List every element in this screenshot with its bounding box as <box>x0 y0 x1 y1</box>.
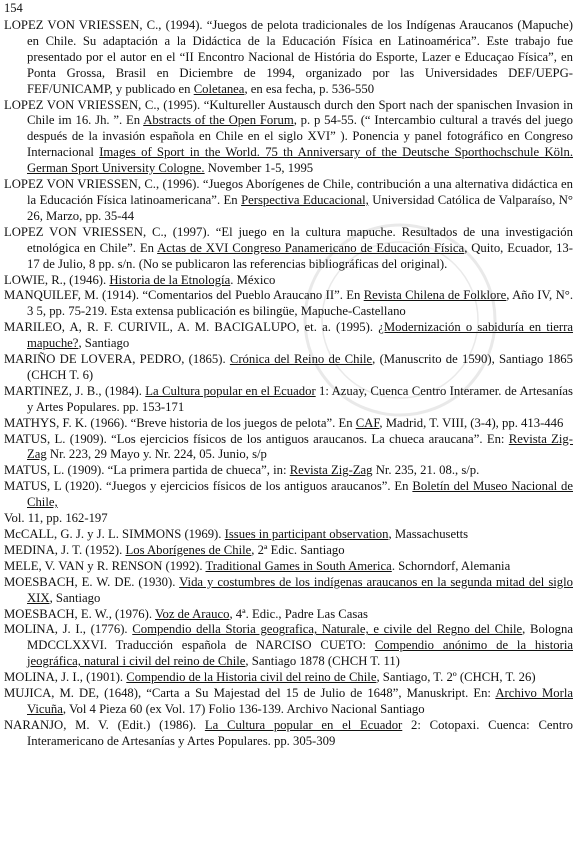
entry-title-underlined: Revista Chilena de Folklore <box>363 288 507 303</box>
bibliography-list <box>4 18 573 750</box>
bibliography-entry <box>4 352 573 384</box>
entry-title-underlined: Compendio della Storia geografica, Naturale, e civile del Regno del Chile <box>132 622 523 637</box>
entry-text: , Año IV, N°. 3 5, pp. 75-219. Esta extensa publicación es bilingüe, Mapuche-Castellano <box>27 288 573 319</box>
entry-text: Nr. 235, 21. 08., s/p. <box>372 463 480 478</box>
page-number: 154 <box>4 1 23 15</box>
entry-text: MELE, V. VAN y R. RENSON (1992). <box>4 558 206 573</box>
bibliography-entry <box>4 416 573 432</box>
bibliography-entry <box>4 288 573 320</box>
entry-text: November 1-5, 1995 <box>204 161 314 176</box>
bibliography-entry <box>4 320 573 352</box>
entry-text: . Schorndorf, Alemania <box>391 558 511 573</box>
entry-title-underlined: Boletín del Museo Nacional de Chile, <box>27 479 573 510</box>
entry-title-underlined: Revista Zig-Zag <box>289 463 373 478</box>
bibliography-entry <box>4 177 573 225</box>
entry-text: Nr. 223, 29 Mayo y. Nr. 224, 05. Junio, s/p <box>46 447 267 462</box>
entry-text: , 2ª Edic. Santiago <box>251 542 345 557</box>
entry-title-underlined: Traditional Games in South America <box>205 558 392 573</box>
bibliography-entry <box>4 98 573 178</box>
entry-text: , Santiago 1878 (CHCH T. 11) <box>245 654 400 669</box>
entry-text: , Santiago <box>49 590 101 605</box>
entry-text: MOLINA, J. I., (1901). <box>4 670 127 685</box>
entry-text: MATUS, L (1920). “Juegos y ejercicios físicos de los antiguos araucanos”. En <box>4 479 413 494</box>
entry-title-underlined: Archivo Morla Vicuña <box>27 686 573 716</box>
entry-title-underlined: CAF <box>355 415 380 430</box>
entry-title-underlined: Crónica del Reino de Chile <box>229 352 373 367</box>
entry-text: LOPEZ VON VRIESSEN, C., (1996). “Juegos Aborígenes de Chile, contribución a una alternativa didáctica en la Educación Física latinoamericana”. En <box>4 177 573 207</box>
bibliography-entry <box>4 575 573 607</box>
entry-title-underlined: Vida y costumbres de los indígenas araucanos en la segunda mitad del siglo XIX <box>27 574 573 605</box>
entry-title-underlined: Images of Sport in the World. 75 th Anniversary of the Deutsche Sporthochschule Köln. German Sport University Cologne. <box>27 145 573 176</box>
entry-title-underlined: Issues in participant observation <box>224 527 389 541</box>
entry-text: MOESBACH, E. W., (1976). <box>4 606 155 621</box>
entry-text: MATHYS, F. K. (1966). “Breve historia de los juegos de pelota”. En <box>4 415 356 430</box>
entry-title-underlined: Abstracts of the Open Forum <box>143 113 294 128</box>
entry-title-underlined: La Cultura popular en el Ecuador <box>204 717 403 732</box>
entry-text: Universidad Católica de Valparaíso, N° 26, Marzo, pp. 35-44 <box>27 192 573 223</box>
entry-text: 2: Cotopaxi. Cuenca: Centro Interamericano de Artesanías y Artes Populares. pp. 305-309 <box>27 717 573 748</box>
bibliography-entry <box>4 686 573 718</box>
entry-text: , en esa fecha, p. 536-550 <box>244 81 375 96</box>
entry-text: , 4ª. Edic., Padre Las Casas <box>229 606 368 621</box>
entry-text: NARANJO, M. V. (Edit.) (1986). <box>4 717 205 732</box>
bibliography-entry <box>4 384 573 416</box>
entry-text: , p. p 54-55. (“ Intercambio cultural a través del juego después de la invasión española en Chile en el siglo XVI” ). Ponencia y panel fotográfico en Congreso Internacional <box>27 113 574 160</box>
entry-text: MOLINA, J. I., (1776). <box>4 622 133 637</box>
bibliography-entry <box>4 607 573 623</box>
entry-text: LOPEZ VON VRIESSEN, C., (1997). “El juego en la cultura mapuche. Resultados de una investigación etnológica en Chile”. En <box>4 224 573 255</box>
entry-title-underlined: Historia de la Etnología <box>109 272 231 287</box>
bibliography-entry <box>4 559 573 575</box>
entry-text: MOESBACH, E. W. DE. (1930). <box>4 574 180 589</box>
entry-text: . México <box>230 272 276 287</box>
bibliography-entry <box>4 543 573 559</box>
entry-text: , Santiago, T. 2º (CHCH, T. 26) <box>376 670 536 685</box>
entry-title-underlined: Compendio anónimo de la historia jeográfica, natural i civil del reino de Chile <box>27 638 573 669</box>
entry-text: MARIÑO DE LOVERA, PEDRO, (1865). <box>4 352 230 367</box>
entry-title-underlined: ¿Modernización o sabiduría en tierra mapuche? <box>27 320 573 351</box>
entry-title-underlined: Voz de Arauco <box>154 606 230 621</box>
entry-text: LOPEZ VON VRIESSEN, C., (1994). “Juegos de pelota tradicionales de los Indígenas Araucanos (Mapuche) en Chile. Su adaptación a la Didáctica de la Educación Física en Latinoamérica”. Este trabajo fue presentado por el autor en el “II Encontro Nacional de História do Esporte, Lazer e Educaçao Física”, en Ponta Grossa, Brasil en Diciembre de 1994, organizado por las Universidades DEF/UEPG-FEF/UNICAMP, y publicado en <box>4 18 573 96</box>
bibliography-entry <box>4 622 573 670</box>
entry-text: Vol. 11, pp. 162-197 <box>4 511 108 526</box>
entry-title-underlined: Actas de XVI Congreso Panamericano de Educación Física <box>157 240 465 255</box>
entry-title-underlined: Compendio de la Historia civil del reino de Chile <box>126 670 377 685</box>
entry-text: LOWIE, R., (1946). <box>4 272 110 287</box>
entry-text: , (Manuscrito de 1590), Santiago 1865 (CHCH T. 6) <box>27 352 573 382</box>
entry-title-underlined: Revista Zig-Zag <box>27 431 573 462</box>
entry-text: MARTINEZ, J. B., (1984). <box>4 383 146 398</box>
entry-text: , Quito, Ecuador, 13-17 de Julio, 8 pp. s/n. (No se publicaron las referencias bibliográficas del original). <box>27 240 573 271</box>
entry-text: MATUS, L. (1909). “Los ejercicios físicos de los antiguos araucanos. La chueca araucana”. En: <box>4 431 509 446</box>
bibliography-entry <box>4 273 573 289</box>
entry-text: , Vol 4 Pieza 60 (ex Vol. 17) Folio 136-139. Archivo Nacional Santiago <box>62 701 425 716</box>
bibliography-entry <box>4 670 573 686</box>
entry-text: MATUS, L. (1909). “La primera partida de chueca”, in: <box>4 463 290 478</box>
entry-title-underlined: Perspectiva Educacional, <box>241 192 369 207</box>
entry-text: MARILEO, A, R. F. CURIVIL, A. M. BACIGALUPO, et. a. (1995). <box>4 320 379 335</box>
entry-text: , Madrid, T. VIII, (3-4), pp. 413-446 <box>379 415 564 430</box>
bibliography-entry <box>4 479 573 511</box>
bibliography-entry <box>4 527 573 543</box>
entry-text: MUJICA, M. DE, (1648), “Carta a Su Majestad del 15 de Julio de 1648”, Manuskript. En: <box>4 686 496 701</box>
bibliography-entry <box>4 432 573 464</box>
entry-text: MANQUILEF, M. (1914). “Comentarios del Pueblo Araucano II”. En <box>4 288 364 303</box>
entry-text: LOPEZ VON VRIESSEN, C., (1995). “Kultureller Austausch durch den Sport nach der spanischen Invasion in Chile im 16. Jh. ”. En <box>4 97 573 128</box>
bibliography-entry <box>4 511 573 527</box>
entry-text: , Santiago <box>78 336 130 351</box>
bibliography-entry <box>4 225 573 273</box>
entry-text: MEDINA, J. T. (1952). <box>4 542 126 557</box>
entry-text: 1: Azuay, Cuenca Centro Interamer. de Artesanías y Artes Populares. pp. 153-171 <box>27 383 573 414</box>
entry-title-underlined: Coletanea <box>193 81 245 96</box>
entry-title-underlined: Los Aborígenes de Chile <box>125 542 252 557</box>
entry-title-underlined: La Cultura popular en el Ecuador <box>145 383 316 398</box>
bibliography-entry <box>4 18 573 98</box>
entry-text: , Massachusetts <box>388 527 469 541</box>
bibliography-entry <box>4 463 573 479</box>
bibliography-entry <box>4 718 573 750</box>
entry-text: McCALL, G. J. y J. L. SIMMONS (1969). <box>4 527 225 541</box>
entry-text: , Bologna MDCCLXXVI. Traducción española de NARCISO CUETO: <box>27 622 573 653</box>
